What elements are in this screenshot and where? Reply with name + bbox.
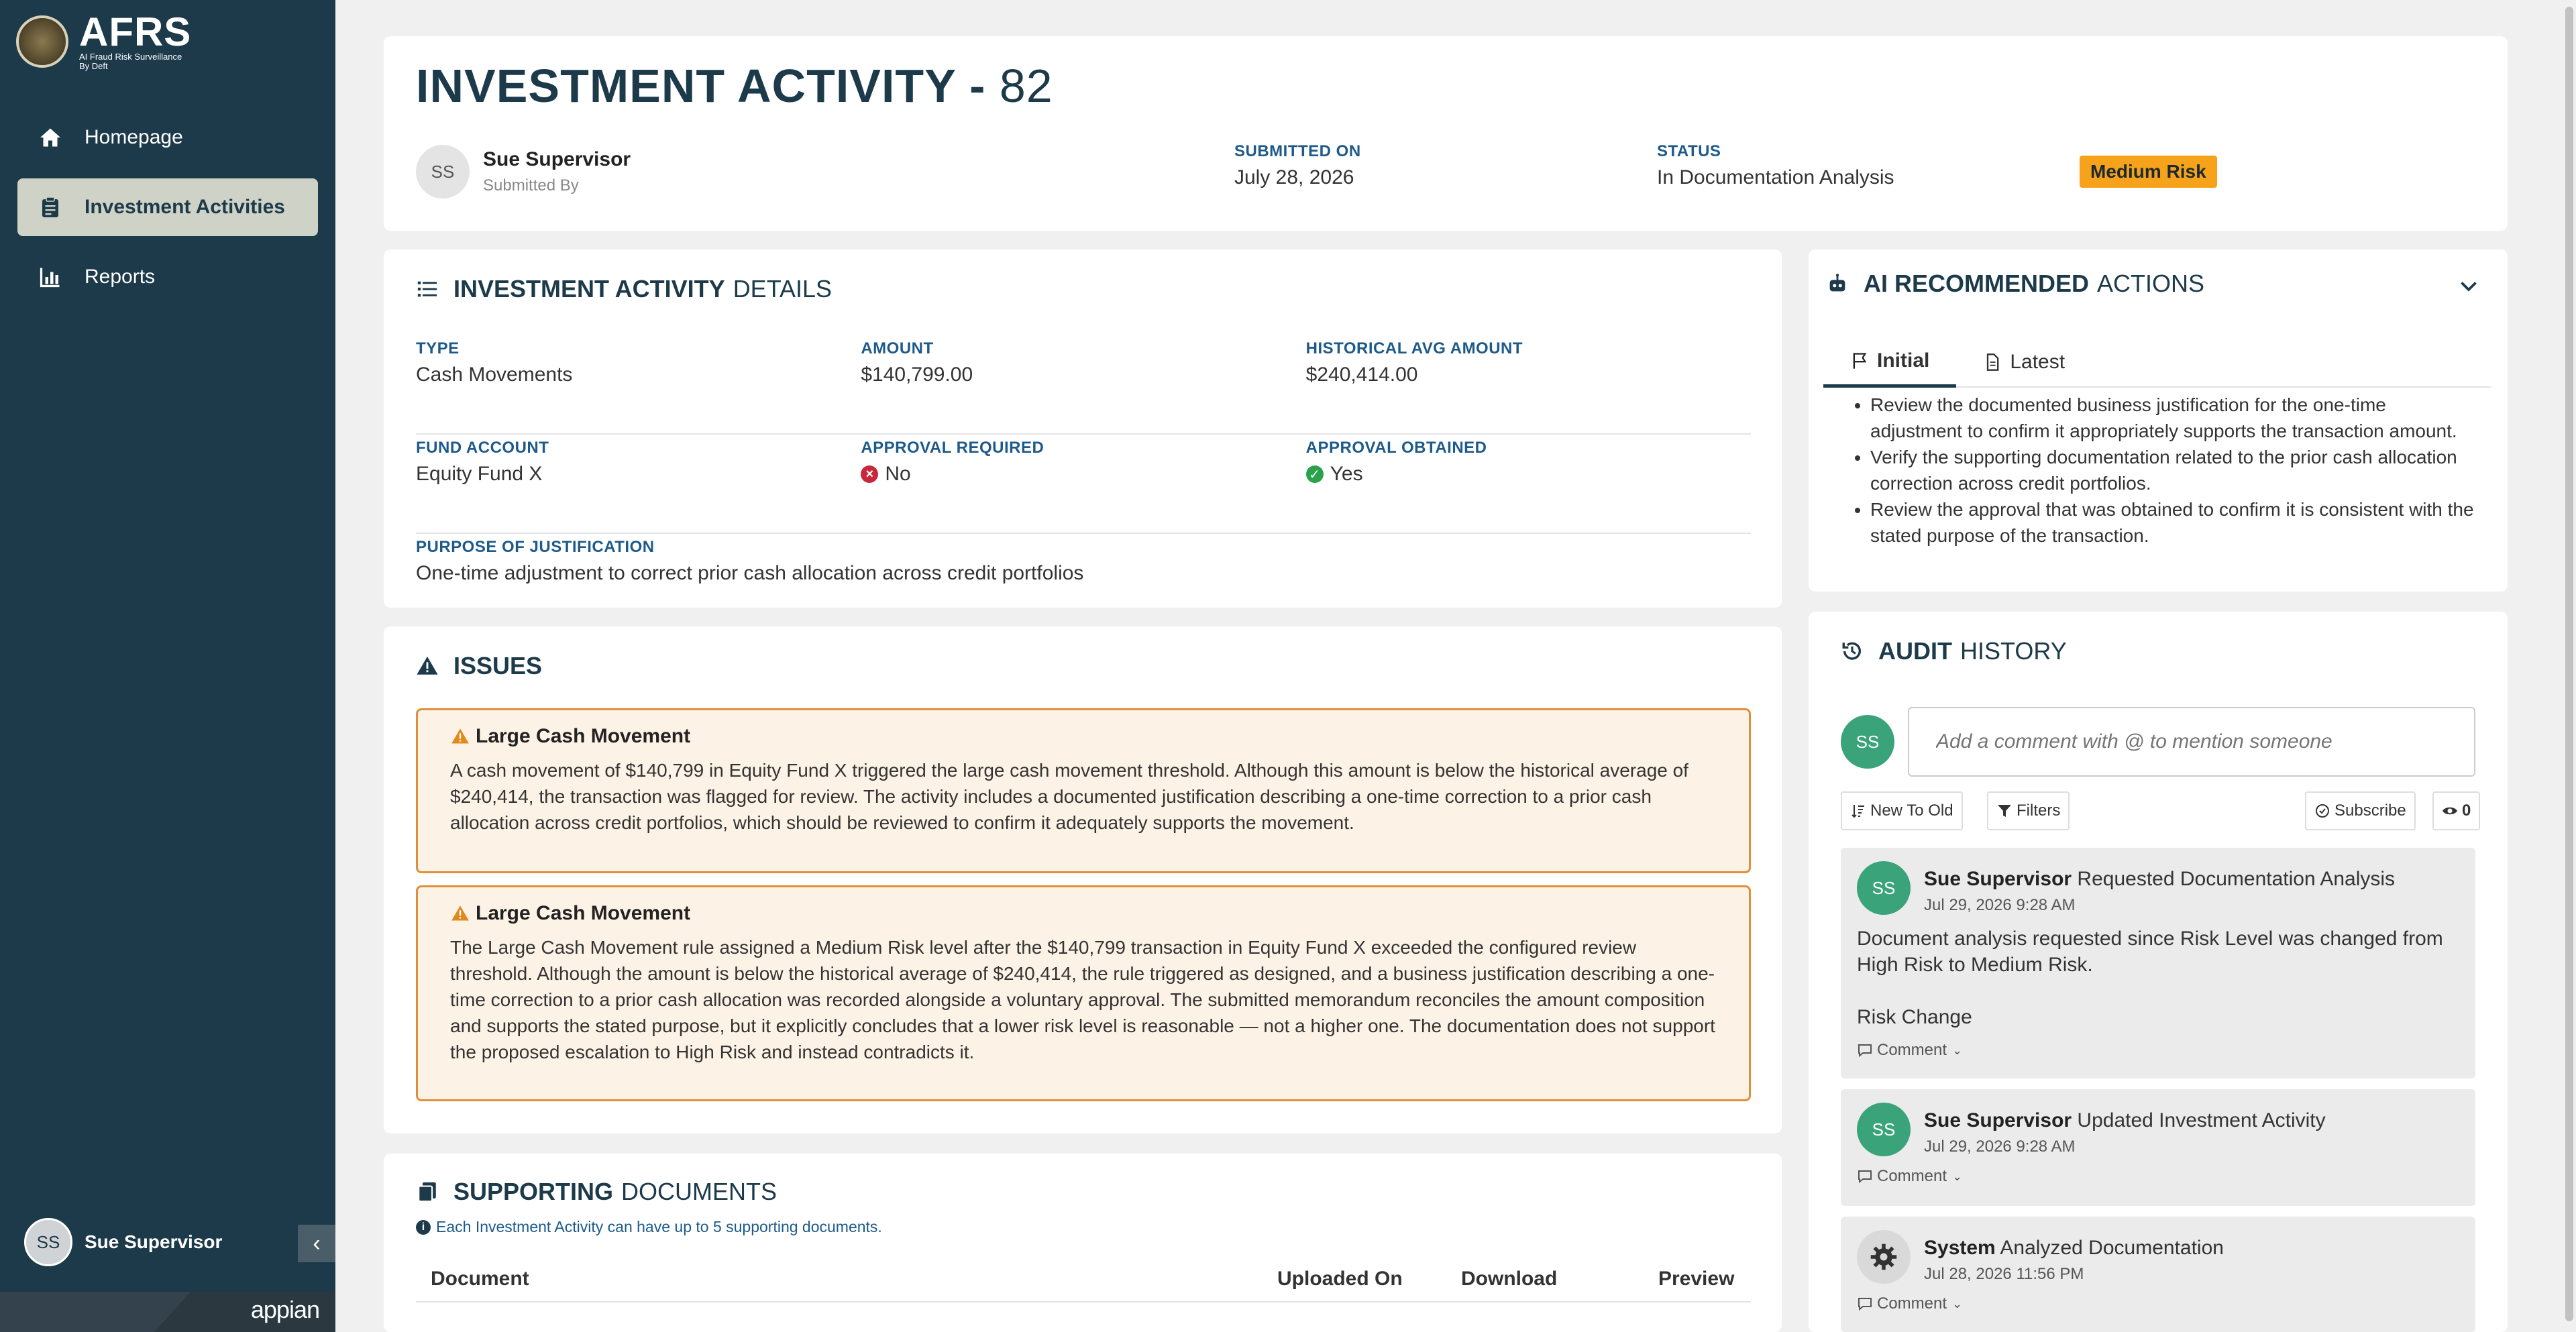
avatar: SS	[416, 145, 470, 199]
entry-title	[1924, 1109, 2326, 1132]
filters-label: Filters	[2017, 801, 2061, 820]
detail-label: APPROVAL REQUIRED	[861, 439, 1044, 457]
audit-history-card	[1809, 612, 2508, 1332]
detail-historical-avg	[1306, 339, 1751, 433]
list-icon	[416, 278, 443, 300]
details-grid	[416, 335, 1751, 633]
sidebar-nav	[17, 109, 318, 318]
user-name: Sue Supervisor	[85, 1231, 223, 1252]
detail-value: Equity Fund X	[416, 463, 543, 485]
entry-detail: Risk Change	[1857, 1006, 1972, 1028]
flag-icon	[1850, 351, 1869, 370]
entry-title	[1924, 1237, 2224, 1260]
column-download: Download	[1461, 1268, 1558, 1290]
app-logo[interactable]	[16, 9, 192, 71]
submitter	[416, 145, 631, 199]
comment-toggle[interactable]	[1857, 1167, 2459, 1186]
logo-subtitle: AI Fraud Risk Surveillance	[79, 52, 182, 62]
activity-number: 82	[999, 60, 1053, 112]
detail-approval-obtained	[1306, 439, 1751, 533]
issues-title-text: ISSUES	[453, 652, 543, 679]
logo-text: AFRS	[79, 9, 192, 54]
column-preview: Preview	[1658, 1268, 1735, 1290]
audit-title-bold: AUDIT	[1878, 637, 1952, 665]
details-row	[416, 335, 1751, 435]
detail-amount	[861, 339, 1305, 433]
avatar: SS	[1841, 715, 1894, 769]
sort-label: New To Old	[1870, 801, 1953, 820]
status	[1657, 142, 1894, 189]
detail-value: Cash Movements	[416, 364, 573, 386]
issue-title-text: Large Cash Movement	[476, 902, 691, 924]
details-title-bold: INVESTMENT ACTIVITY	[453, 275, 725, 302]
documents-table-header	[416, 1254, 1751, 1302]
watchers-button[interactable]	[2432, 791, 2480, 830]
audit-entry	[1841, 1217, 2475, 1332]
detail-value: $140,799.00	[861, 364, 973, 386]
documents-icon	[416, 1180, 443, 1203]
robot-icon	[1826, 272, 1853, 295]
entry-title	[1924, 868, 2395, 891]
audit-title-rest: HISTORY	[1960, 637, 2067, 665]
entry-header	[1857, 1230, 2459, 1284]
details-card	[384, 249, 1782, 608]
entry-action: Requested Documentation Analysis	[2077, 868, 2396, 890]
submitter-name[interactable]: Sue Supervisor	[483, 148, 631, 170]
detail-value	[861, 463, 1305, 486]
details-row	[416, 534, 1751, 633]
detail-label: PURPOSE OF JUSTIFICATION	[416, 538, 655, 556]
logo-byline: By Deft	[79, 61, 108, 71]
submitted-on-value: July 28, 2026	[1234, 166, 1354, 188]
entry-actor[interactable]: Sue Supervisor	[1924, 868, 2072, 890]
avatar: SS	[1857, 1103, 1911, 1156]
comment-toggle[interactable]	[1857, 1041, 2459, 1060]
tab-label: Initial	[1877, 349, 1930, 372]
entry-time: Jul 29, 2026 9:28 AM	[1924, 896, 2076, 914]
issue-item	[416, 708, 1751, 873]
activity-header	[384, 36, 2508, 231]
info-icon: i	[416, 1220, 431, 1235]
documents-note	[416, 1218, 882, 1236]
comment-toggle[interactable]	[1857, 1294, 2459, 1313]
detail-purpose	[416, 538, 1751, 633]
issue-title-text: Large Cash Movement	[476, 725, 691, 747]
comment-label: Comment	[1877, 1041, 1947, 1059]
submitted-on-label: SUBMITTED ON	[1234, 142, 1361, 160]
scrollbar-thumb[interactable]	[2565, 7, 2573, 1321]
status-value: In Documentation Analysis	[1657, 166, 1894, 188]
tab-initial[interactable]	[1823, 337, 1956, 388]
entry-body	[1857, 926, 2459, 1030]
approval-required-value: No	[885, 463, 911, 485]
details-title-rest: DETAILS	[733, 275, 833, 302]
issue-text: The Large Cash Movement rule assigned a Medium Risk level after the $140,799 transaction in Equity Fund X exceeded the configured review threshold. Although the amount is below the historical average of $240,414, the rule triggered as designed, and a business justification describing a one-time correction to a prior cash allocation was recorded alongside a voluntary approval. The submitted memorandum reconciles the amount composition and supports the stated purpose, but it explicitly concludes that a lower risk level is reasonable — not a higher one. The documentation does not support the proposed escalation to High Risk and instead contradicts it.	[450, 937, 1715, 1062]
column-uploaded-on[interactable]: Uploaded On	[1277, 1268, 1403, 1290]
entry-header	[1857, 861, 2459, 915]
chevron-down-icon: ⌄	[1952, 1169, 1963, 1183]
comment-icon	[1857, 1042, 1873, 1058]
entry-actor: System	[1924, 1237, 1996, 1259]
sidebar-footer	[0, 1292, 335, 1332]
history-icon	[1841, 640, 1868, 663]
page-scrollbar[interactable]	[2563, 0, 2576, 1332]
chevron-down-icon: ⌄	[1952, 1296, 1963, 1311]
issues-card	[384, 626, 1782, 1133]
ai-title	[1826, 270, 2204, 298]
issue-title	[450, 902, 1717, 925]
approval-obtained-value: Yes	[1330, 463, 1363, 485]
document-icon	[1983, 353, 2002, 372]
supporting-documents-card	[384, 1154, 1782, 1332]
details-row	[416, 435, 1751, 534]
watchers-count: 0	[2462, 801, 2471, 820]
detail-label: FUND ACCOUNT	[416, 439, 549, 457]
status-label: STATUS	[1657, 142, 1721, 160]
sort-button[interactable]	[1841, 791, 1963, 830]
ai-tabs	[1823, 337, 2491, 388]
sidebar-item-label: Homepage	[85, 126, 183, 148]
sidebar-item-homepage[interactable]	[17, 109, 318, 166]
seal-icon	[16, 15, 68, 68]
sidebar-item-investment-activities[interactable]	[17, 178, 318, 236]
recommendation-item: • Review the approval that was obtained to confirm it is consistent with the stated purpose of the transaction.	[1870, 496, 2474, 549]
sort-icon	[1850, 803, 1866, 819]
check-circle-icon: ✓	[1306, 465, 1324, 483]
detail-approval-required	[861, 439, 1305, 533]
entry-actor[interactable]: Sue Supervisor	[1924, 1109, 2072, 1131]
issues-title	[416, 652, 550, 680]
gear-icon	[1869, 1242, 1898, 1272]
avatar	[1857, 1230, 1911, 1284]
submitter-role: Submitted By	[483, 176, 579, 195]
filter-icon	[1996, 803, 2012, 819]
comment-input[interactable]	[1908, 707, 2475, 777]
current-user[interactable]	[24, 1218, 222, 1266]
sidebar-item-reports[interactable]	[17, 248, 318, 306]
check-circle-icon	[2314, 803, 2330, 819]
entry-action: Updated Investment Activity	[2077, 1109, 2326, 1131]
vendor-logo: appian	[250, 1296, 319, 1323]
detail-value	[1306, 463, 1751, 486]
ai-recommendations	[1870, 392, 2474, 549]
subscribe-button[interactable]	[2305, 791, 2416, 830]
detail-value: $240,414.00	[1305, 364, 1418, 386]
chevron-left-icon: ‹	[313, 1230, 321, 1256]
warning-icon	[450, 727, 470, 746]
recommendation-item: • Verify the supporting documentation related to the prior cash allocation correction across credit portfolios.	[1870, 444, 2474, 496]
eye-icon	[2442, 803, 2458, 819]
audit-title	[1841, 637, 2067, 665]
entry-time: Jul 29, 2026 9:28 AM	[1924, 1137, 2076, 1156]
risk-badge: Medium Risk	[2080, 156, 2217, 188]
x-circle-icon: ×	[861, 465, 878, 483]
comment-label: Comment	[1877, 1294, 1947, 1313]
sidebar-item-label: Investment Activities	[85, 196, 285, 218]
audit-toolbar	[1841, 791, 2475, 830]
sidebar-item-label: Reports	[85, 266, 156, 288]
documents-note-text: Each Investment Activity can have up to 5 supporting documents.	[436, 1218, 882, 1235]
details-title	[416, 275, 832, 303]
comment-composer	[1841, 707, 2475, 777]
warning-icon	[450, 904, 470, 923]
issue-title	[450, 725, 1717, 748]
detail-label: TYPE	[416, 339, 460, 357]
detail-fund-account	[416, 439, 861, 533]
comment-label: Comment	[1877, 1167, 1947, 1185]
documents-title-rest: DOCUMENTS	[621, 1178, 777, 1205]
audit-entry	[1841, 1089, 2475, 1206]
avatar: SS	[24, 1218, 72, 1266]
entry-message: Document analysis requested since Risk Level was changed from High Risk to Medium Risk.	[1857, 928, 2443, 976]
column-document[interactable]: Document	[431, 1268, 529, 1290]
tab-latest[interactable]	[1956, 337, 2092, 388]
chevron-down-icon: ⌄	[1952, 1043, 1963, 1057]
issue-text: A cash movement of $140,799 in Equity Fund X triggered the large cash movement threshold. Although this amount is below the historical average of $240,414, the transaction was flagged for review. The activity includes a documented justification describing a one-time correction to a prior cash allocation across credit portfolios, which should be reviewed to confirm it adequately supports the movement.	[450, 760, 1688, 833]
issue-item	[416, 885, 1751, 1101]
ai-actions-card	[1809, 249, 2508, 592]
bar-chart-icon	[36, 265, 64, 289]
ai-title-bold: AI RECOMMENDED	[1864, 270, 2090, 297]
documents-title-bold: SUPPORTING	[453, 1178, 614, 1205]
documents-title	[416, 1178, 777, 1206]
detail-label: HISTORICAL AVG AMOUNT	[1305, 339, 1523, 357]
detail-label: AMOUNT	[861, 339, 934, 357]
warning-icon	[416, 655, 443, 677]
collapse-sidebar-button[interactable]	[298, 1225, 335, 1262]
home-icon	[36, 125, 64, 150]
sidebar	[0, 0, 335, 1332]
clipboard-icon	[36, 195, 64, 219]
detail-label: APPROVAL OBTAINED	[1305, 439, 1487, 457]
submitted-on	[1234, 142, 1361, 189]
page-title	[416, 59, 1053, 113]
tab-label: Latest	[2010, 351, 2065, 373]
comment-icon	[1857, 1168, 1873, 1184]
entry-header	[1857, 1103, 2459, 1156]
detail-type	[416, 339, 861, 433]
detail-value: One-time adjustment to correct prior cash allocation across credit portfolios	[416, 562, 1084, 584]
recommendation-item: • Review the documented business justification for the one-time adjustment to confirm it appropriately supports the transaction amount.	[1870, 392, 2474, 444]
chevron-down-icon[interactable]	[2457, 274, 2481, 298]
ai-title-rest: ACTIONS	[2097, 270, 2205, 297]
entry-time: Jul 28, 2026 11:56 PM	[1924, 1265, 2084, 1283]
avatar: SS	[1857, 861, 1911, 915]
page-title-text: INVESTMENT ACTIVITY -	[416, 60, 986, 112]
filters-button[interactable]	[1987, 791, 2070, 830]
subscribe-label: Subscribe	[2334, 801, 2406, 820]
entry-action: Analyzed Documentation	[2000, 1237, 2224, 1259]
audit-entry	[1841, 848, 2475, 1078]
comment-icon	[1857, 1296, 1873, 1312]
